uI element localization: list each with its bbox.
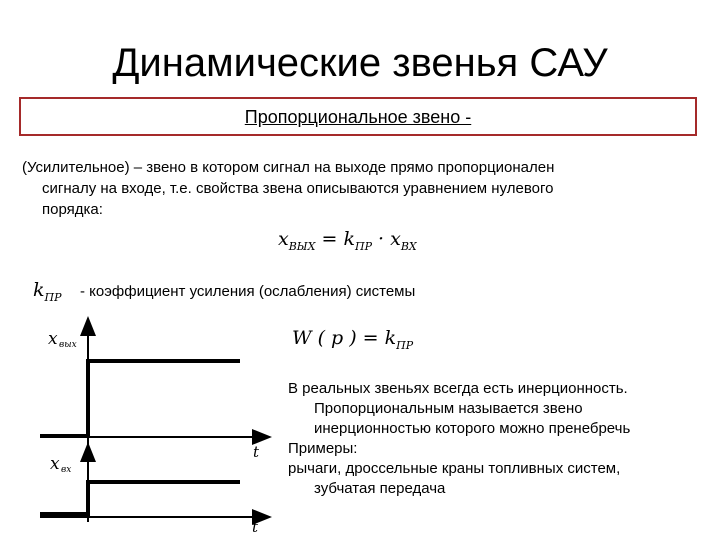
- subtitle: Пропорциональное звено -: [244, 107, 472, 127]
- bottom-step-curve: [40, 482, 240, 514]
- notes-line-5: рычаги, дроссельные краны топливных систем,: [288, 460, 621, 477]
- eq-output-sub: ВЫХ: [288, 239, 316, 253]
- eq-input-x: x: [390, 228, 401, 250]
- notes-line-2: Пропорциональным называется звено: [314, 400, 583, 417]
- notes-line-6: зубчатая передача: [314, 480, 446, 497]
- eq-dot: ·: [371, 228, 391, 250]
- bottom-y-label-sub: вх: [61, 465, 72, 475]
- top-step-curve: [40, 361, 240, 436]
- definition-line-3: порядка:: [42, 201, 103, 218]
- gain-k: k: [33, 279, 45, 301]
- top-x-label: t: [253, 443, 260, 461]
- slide-title: Динамические звенья САУ: [112, 41, 608, 85]
- eq-k: k: [343, 228, 355, 250]
- top-y-label: x: [48, 329, 58, 349]
- notes-line-3: инерционностью которого можно пренебречь: [314, 420, 631, 437]
- eq-output-x: x: [278, 228, 289, 250]
- notes-line-4: Примеры:: [288, 440, 358, 457]
- definition-line-2: сигналу на входе, т.е. свойства звена описываются уравнением нулевого: [42, 180, 554, 197]
- bottom-x-label: t: [252, 518, 259, 536]
- gain-k-sub: ПР: [44, 290, 62, 304]
- definition-line-1: (Усилительное) – звено в котором сигнал на выходе прямо пропорционален: [22, 159, 555, 176]
- tf-lhs: W ( p ) =: [292, 327, 385, 349]
- gain-description: - коэффициент усиления (ослабления) системы: [80, 283, 416, 300]
- eq-input-sub: ВХ: [400, 239, 417, 253]
- top-y-label-sub: вых: [59, 340, 77, 350]
- eq-equals: =: [315, 228, 344, 250]
- notes-line-1: В реальных звеньях всегда есть инерционность.: [288, 380, 628, 397]
- tf-k-sub: ПР: [396, 338, 414, 352]
- eq-k-sub: ПР: [354, 239, 372, 253]
- bottom-y-label: x: [50, 454, 60, 474]
- tf-k: k: [384, 327, 397, 349]
